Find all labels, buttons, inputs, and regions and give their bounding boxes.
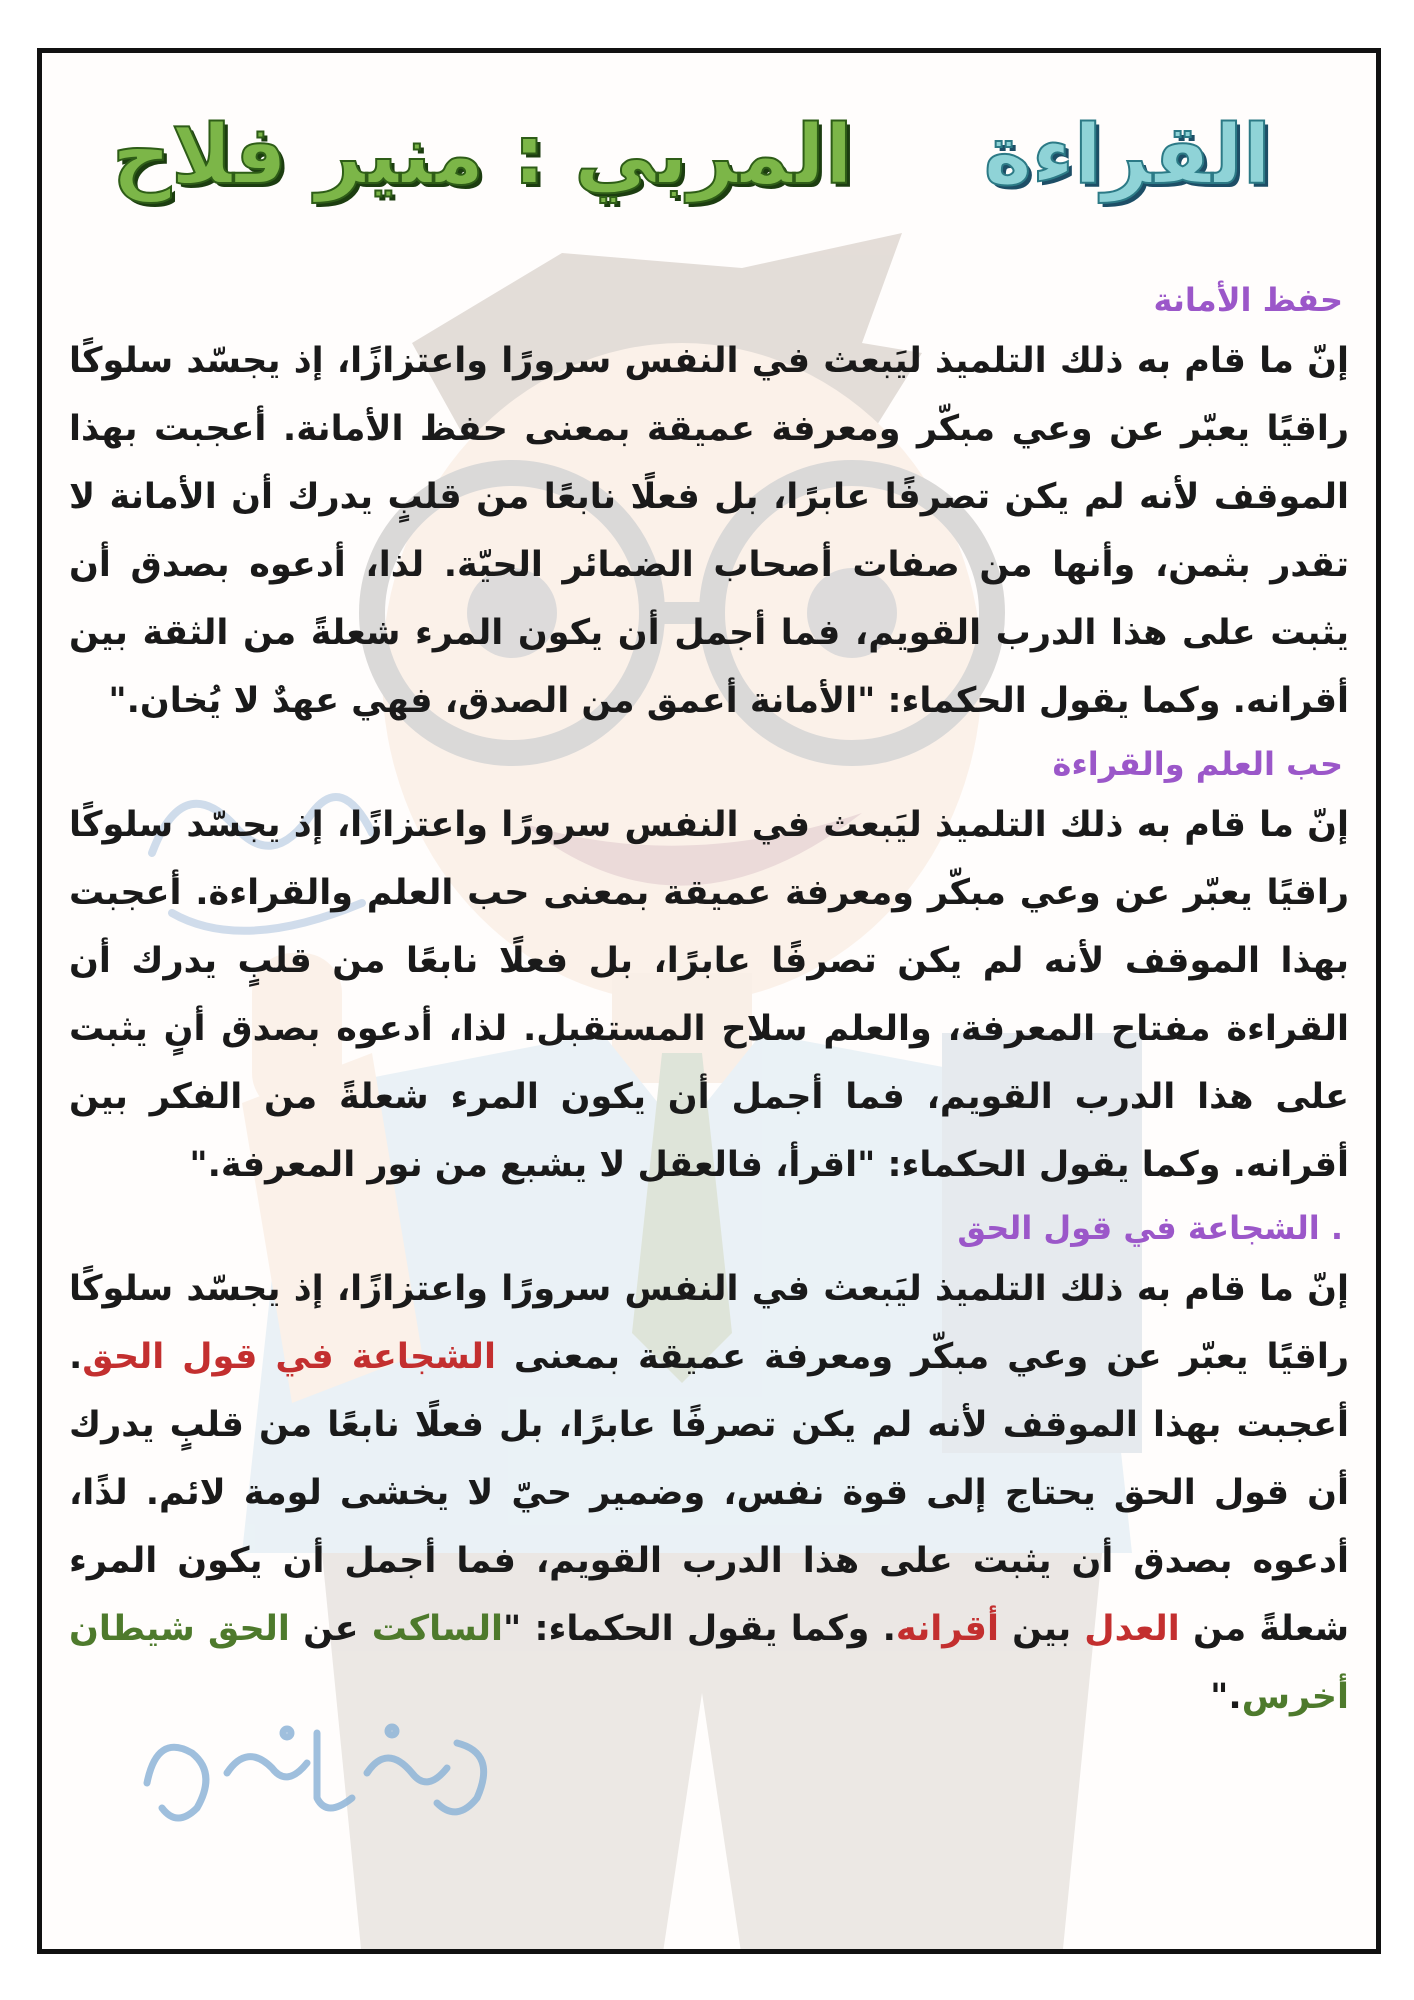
paragraph-courage-part-a: إنّ ما قام به ذلك التلميذ ليَبعث في النفس سرورًا واعتزازًا، إذ يجسّد سلوكًا راقيًا يعبّر عن وعي مبكّر ومعرفة عميقة بمعنى [69,1269,1349,1377]
highlight-peers: أقرانه [895,1609,999,1649]
page-frame [37,48,1381,1954]
highlight-courage: الشجاعة في قول الحق [82,1337,496,1377]
section-heading-courage: . الشجاعة في قول الحق [957,1209,1343,1247]
paragraph-courage-part-b: . أعجبت بهذا الموقف لأنه لم يكن تصرفًا عابرًا، بل فعلًا نابعًا من قلبٍ يدرك أن قول الحق يحتاج إلى قوة نفس، وضمير حيّ لا يخشى لومة لائم. لذًا، أدعوه بصدق أن يثبت على هذا الدرب القويم، فما أجمل أن يكون المرء شعلةً من [69,1337,1349,1649]
section-heading-honesty: حفظ الأمانة [1153,281,1343,319]
paragraph-courage-part-c: بين [998,1609,1085,1649]
paragraph-courage [69,1255,1349,1731]
paragraph-honesty: إنّ ما قام به ذلك التلميذ ليَبعث في النفس سرورًا واعتزازًا، إذ يجسّد سلوكًا راقيًا يعبّر عن وعي مبكّر ومعرفة عميقة بمعنى حفظ الأمانة. أعجبت بهذا الموقف لأنه لم يكن تصرفًا عابرًا، بل فعلًا نابعًا من قلبٍ يدرك أن الأمانة لا تقدر بثمن، وأنها من صفات أصحاب الضمائر الحيّة. لذا، أدعوه بصدق أن يثبت على هذا الدرب القويم، فما أجمل أن يكون المرء شعلةً من الثقة بين أقرانه. وكما يقول الحكماء: "الأمانة أعمق من الصدق، فهي عهدٌ لا يُخان." [69,341,1349,721]
teacher-name: المربي : منير فلاح [112,108,853,203]
handwritten-signature-icon [137,1713,517,1833]
section-heading-reading: حب العلم والقراءة [1052,745,1343,783]
highlight-justice: العدل [1084,1609,1180,1649]
paragraph-courage-part-e: عن [289,1609,372,1649]
paragraph-courage-part-d: . وكما يقول الحكماء: " [503,1609,896,1649]
paragraph-courage-part-f: ." [1210,1677,1242,1717]
highlight-truth: الحق شيطان أخرس [69,1609,1349,1717]
content [69,275,1349,1731]
highlight-silent: الساكت [371,1609,504,1649]
paragraph-reading: إنّ ما قام به ذلك التلميذ ليَبعث في النفس سرورًا واعتزازًا، إذ يجسّد سلوكًا راقيًا يعبّر عن وعي مبكّر ومعرفة عميقة بمعنى حب العلم والقراءة. أعجبت بهذا الموقف لأنه لم يكن تصرفًا عابرًا، بل فعلًا نابعًا من قلبٍ يدرك أن القراءة مفتاح المعرفة، والعلم سلاح المستقبل. لذا، أدعوه بصدق أنٍ يثبت على هذا الدرب القويم، فما أجمل أن يكون المرء شعلةً من الفكر بين أقرانه. وكما يقول الحكماء: "اقرأ، فالعقل لا يشبع من نور المعرفة." [69,805,1349,1185]
subject-title: القراءة [983,108,1271,203]
